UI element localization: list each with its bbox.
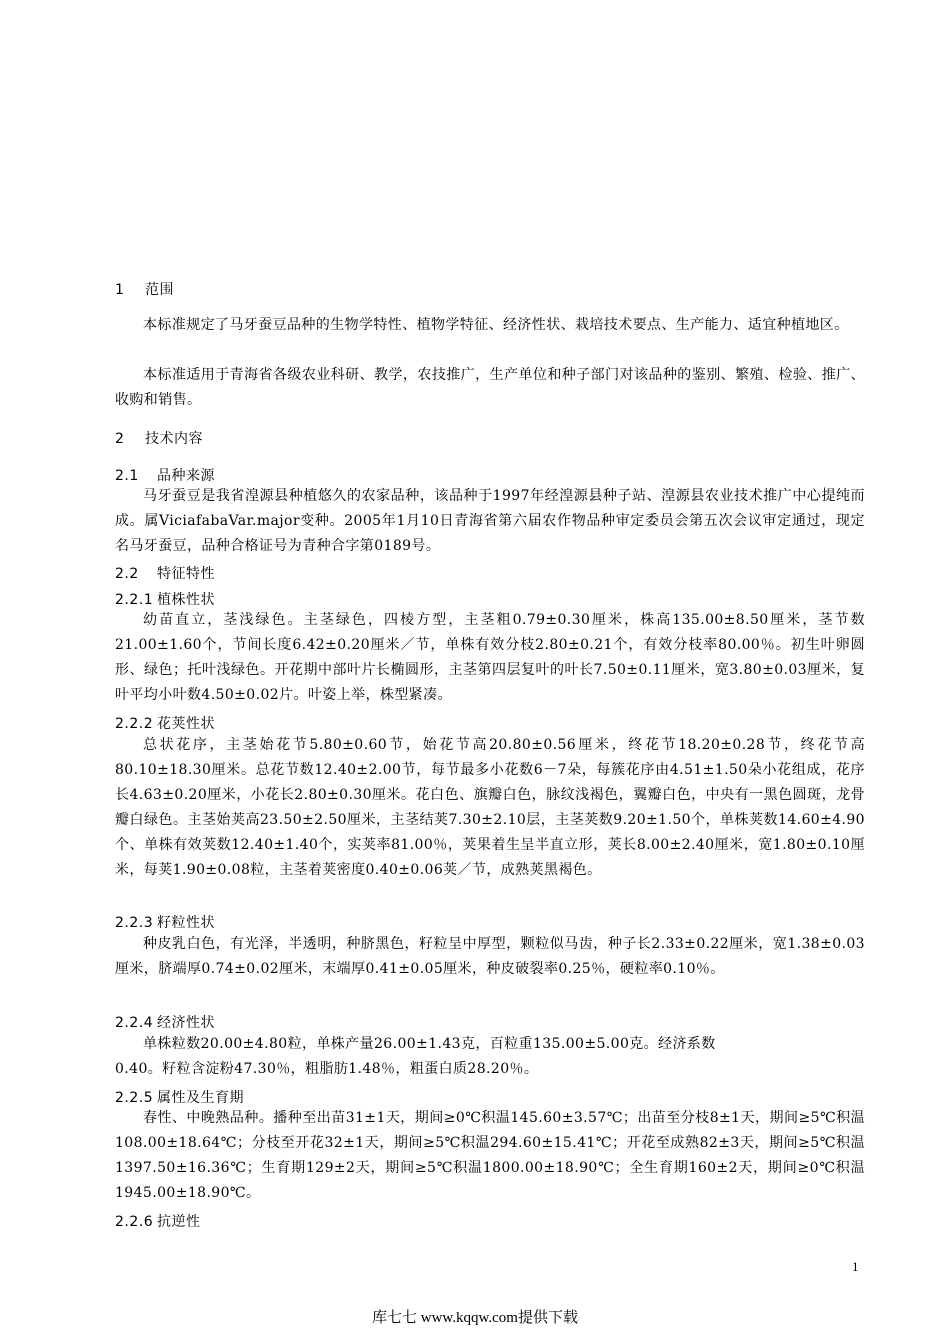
heading-2-2-6 xyxy=(115,1211,201,1231)
heading-number: 2.2.2 xyxy=(115,716,154,732)
heading-title: 经济性状 xyxy=(157,1015,215,1031)
heading-number: 2 xyxy=(115,431,125,447)
heading-2-2 xyxy=(115,563,215,583)
heading-2-2-4 xyxy=(115,1012,215,1032)
paragraph-growth-period: 春性、中晚熟品种。播种至出苗31±1天，期间≥0℃积温145.60±3.57℃；出苗至分枝8±1天，期间≥5℃积温108.00±18.64℃；分枝至开花32±1天，期间≥5℃积温294.60±15.41℃；开花至成熟82±3天，期间≥5℃积温1397.50±16.36℃；生育期129±2天，期间≥5℃积温1800.00±18.90℃；全生育期160±2天，期间≥0℃积温1945.00±18.90℃。 xyxy=(115,1110,865,1201)
heading-number: 1 xyxy=(115,282,125,298)
heading-number: 2.1 xyxy=(115,468,139,484)
download-footer: 库七七 www.kqqw.com提供下载 xyxy=(372,1310,578,1326)
paragraph-flower-pod-traits: 总状花序，主茎始花节5.80±0.60节，始花节高20.80±0.56厘米，终花节18.20±0.28节，终花节高80.10±18.30厘米。总花节数12.40±2.00节，每节最多小花数6－7朵，每簇花序由4.51±1.50朵小花组成，花序长4.63±0.20厘米，小花长2.80±0.30厘米。花白色、旗瓣白色，脉纹浅褐色，翼瓣白色，中央有一黑色圆斑，龙骨瓣白绿色。主茎始荚高23.50±2.50厘米，主茎结荚7.30±2.10层，主茎荚数9.20±1.50个，单株荚数14.60±4.90个、单株有效荚数12.40±1.40个，实荚率81.00％，荚果着生呈半直立形，荚长8.00±2.40厘米，宽1.80±0.10厘米，每荚1.90±0.08粒，主茎着荚密度0.40±0.06荚／节，成熟荚黑褐色。 xyxy=(115,737,865,878)
heading-number: 2.2.4 xyxy=(115,1015,154,1031)
heading-title: 籽粒性状 xyxy=(157,915,215,931)
heading-title: 属性及生育期 xyxy=(157,1090,244,1106)
heading-number: 2.2.5 xyxy=(115,1090,154,1106)
heading-title: 特征特性 xyxy=(157,566,215,582)
heading-title: 范围 xyxy=(145,282,174,298)
heading-2-2-1 xyxy=(115,589,215,609)
heading-title: 技术内容 xyxy=(145,431,203,447)
page-number: 1 xyxy=(852,1259,859,1274)
paragraph-variety-origin: 马牙蚕豆是我省湟源县种植悠久的农家品种，该品种于1997年经湟源县种子站、湟源县农业技术推广中心提纯而成。属ViciafabaVar.major变种。2005年1月10日青海省第六届农作物品种审定委员会第五次会议审定通过，现定名马牙蚕豆，品种合格证号为青种合字第0189号。 xyxy=(115,488,865,554)
heading-2-2-3 xyxy=(115,912,215,932)
heading-section-2 xyxy=(115,428,203,448)
heading-2-2-5 xyxy=(115,1087,244,1107)
heading-title: 品种来源 xyxy=(157,468,215,484)
paragraph-scope-1: 本标准规定了马牙蚕豆品种的生物学特性、植物学特征、经济性状、栽培技术要点、生产能力、适宜种植地区。 xyxy=(143,317,849,333)
heading-number: 2.2 xyxy=(115,566,139,582)
heading-title: 植株性状 xyxy=(157,592,215,608)
heading-2-1 xyxy=(115,465,215,485)
paragraph-economic-traits-1: 单株粒数20.00±4.80粒，单株产量26.00±1.43克，百粒重135.00±5.00克。经济系数 xyxy=(143,1036,716,1052)
heading-section-1 xyxy=(115,279,174,299)
paragraph-economic-traits-2: 0.40。籽粒含淀粉47.30％，粗脂肪1.48％，粗蛋白质28.20％。 xyxy=(115,1061,539,1077)
paragraph-scope-2: 本标准适用于青海省各级农业科研、教学，农技推广，生产单位和种子部门对该品种的鉴别、繁殖、检验、推广、收购和销售。 xyxy=(115,367,865,408)
heading-2-2-2 xyxy=(115,713,215,733)
paragraph-seed-traits: 种皮乳白色，有光泽，半透明，种脐黑色，籽粒呈中厚型，颗粒似马齿，种子长2.33±0.22厘米，宽1.38±0.03厘米，脐端厚0.74±0.02厘米，末端厚0.41±0.05厘米，种皮破裂率0.25％，硬粒率0.10％。 xyxy=(115,936,865,977)
heading-number: 2.2.1 xyxy=(115,592,154,608)
heading-number: 2.2.3 xyxy=(115,915,154,931)
heading-title: 花荚性状 xyxy=(157,716,215,732)
heading-number: 2.2.6 xyxy=(115,1214,154,1230)
heading-title: 抗逆性 xyxy=(157,1214,201,1230)
paragraph-plant-traits: 幼苗直立，茎浅绿色。主茎绿色，四棱方型，主茎粗0.79±0.30厘米，株高135.00±8.50厘米，茎节数21.00±1.60个，节间长度6.42±0.20厘米／节，单株有效分枝2.80±0.21个，有效分枝率80.00％。初生叶卵圆形、绿色；托叶浅绿色。开花期中部叶片长椭圆形，主茎第四层复叶的叶长7.50±0.11厘米，宽3.80±0.03厘米，复叶平均小叶数4.50±0.02片。叶姿上举，株型紧凑。 xyxy=(115,612,865,703)
